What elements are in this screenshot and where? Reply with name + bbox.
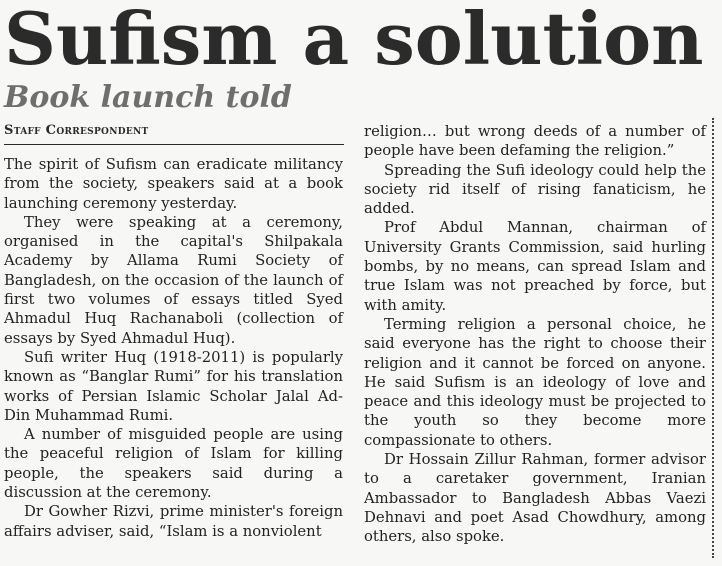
dotted-border [712,118,714,558]
paragraph: Dr Gowher Rizvi, prime minister's foreign affairs adviser, said, “Islam is a nonviolent [4,503,343,540]
article-column-2 [364,122,706,547]
paragraph: Spreading the Sufi ideology could help the society rid itself of rising fanaticism, he added. [364,161,706,218]
article-column-1 [4,155,343,541]
paragraph: Terming religion a personal choice, he said everyone has the right to choose their religion and it cannot be forced on anyone. He said Sufism is an ideology of love and peace and this ideology must be projected to the youth so they become more compassionate to others. [364,315,706,449]
paragraph: A number of misguided people are using the peaceful religion of Islam for killing people, the speakers said during a discussion at the ceremony. [4,426,343,502]
paragraph: Dr Hossain Zillur Rahman, former advisor to a caretaker government, Iranian Ambassador to Bangladesh Abbas Vaezi Dehnavi and poet Asad Chowdhury, among others, also spoke. [364,451,706,546]
byline: Staff Correspondent [4,123,344,145]
kicker: Book launch told [4,80,292,115]
headline: Sufism a solution [4,0,704,81]
paragraph: Prof Abdul Mannan, chairman of University Grants Commission, said hurling bombs, by no means, can spread Islam and true Islam was not preached by force, but with amity. [364,219,706,314]
paragraph: The spirit of Sufism can eradicate militancy from the society, speakers said at a book launching ceremony yesterday. [4,156,343,212]
paragraph: religion… but wrong deeds of a number of people have been defaming the religion.” [364,123,706,160]
paragraph: They were speaking at a ceremony, organised in the capital's Shilpakala Academy by Allama Rumi Society of Bangladesh, on the occasion of the launch of first two volumes of essays titled Syed Ahmadul Huq Rachanaboli (collection of essays by Syed Ahmadul Huq). [4,213,343,347]
paragraph: Sufi writer Huq (1918-2011) is popularly known as “Banglar Rumi” for his translation works of Persian Islamic Scholar Jalal Ad-Din Muhammad Rumi. [4,348,343,424]
